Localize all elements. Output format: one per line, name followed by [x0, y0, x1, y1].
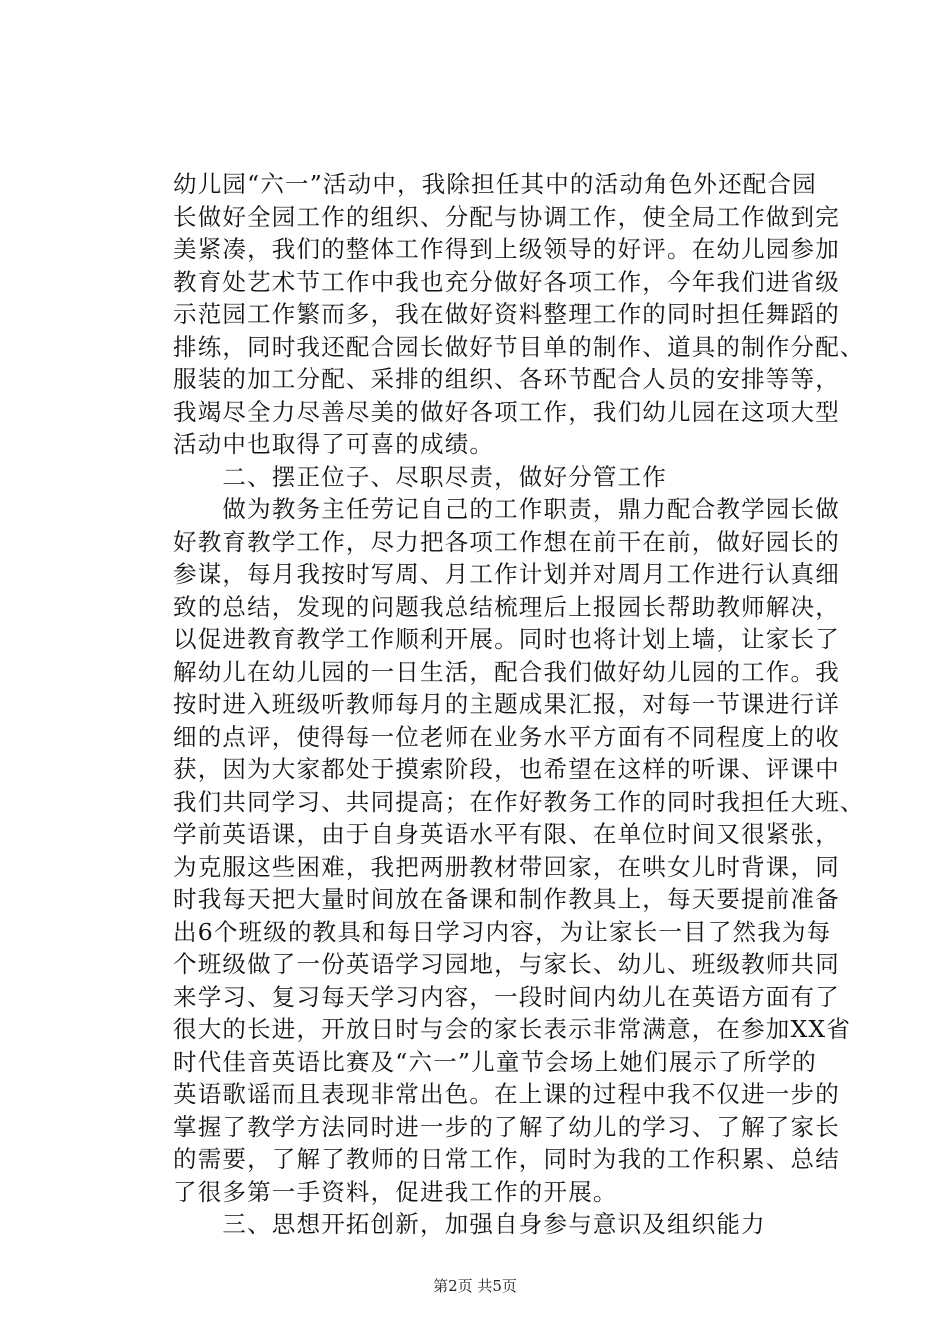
- text-line: 美紧凑，我们的整体工作得到上级领导的好评。在幼儿园参加: [173, 235, 840, 263]
- text-line: 英语歌谣而且表现非常出色。在上课的过程中我不仅进一步的: [173, 1080, 840, 1108]
- text-line: 获，因为大家都处于摸索阶段，也希望在这样的听课、评课中: [173, 755, 840, 783]
- section-heading-2: 二、摆正位子、尽职尽责，做好分管工作: [173, 462, 667, 491]
- text-line: 学前英语课，由于自身英语水平有限、在单位时间又很紧张，: [173, 820, 840, 848]
- text-line: 做为教务主任劳记自己的工作职责，鼎力配合教学园长做: [173, 495, 840, 523]
- text-line: 来学习、复习每天学习内容，一段时间内幼儿在英语方面有了: [173, 982, 840, 1011]
- text-line: 按时进入班级听教师每月的主题成果汇报，对每一节课进行详: [173, 690, 840, 718]
- text-line: 掌握了教学方法同时进一步的了解了幼儿的学习、了解了家长: [173, 1112, 840, 1141]
- text-line: 致的总结，发现的问题我总结梳理后上报园长帮助教师解决，: [173, 592, 840, 621]
- text-line: 时我每天把大量时间放在备课和制作教具上，每天要提前准备: [173, 885, 840, 913]
- text-line: 了很多第一手资料，促进我工作的开展。: [173, 1177, 618, 1206]
- text-line: 很大的长进，开放日时与会的家长表示非常满意，在参加XX省: [173, 1015, 852, 1043]
- text-line: 示范园工作繁而多，我在做好资料整理工作的同时担任舞蹈的: [173, 300, 840, 328]
- text-line: 的需要，了解了教师的日常工作，同时为我的工作积累、总结: [173, 1145, 840, 1173]
- text-line: 时代佳音英语比赛及“六一”儿童节会场上她们展示了所学的: [173, 1047, 817, 1076]
- text-line: 活动中也取得了可喜的成绩。: [173, 430, 495, 458]
- text-line: 参谋，每月我按时写周、月工作计划并对周月工作进行认真细: [173, 560, 840, 588]
- text-line: 幼儿园“六一”活动中，我除担任其中的活动角色外还配合园: [173, 170, 817, 198]
- text-line: 我竭尽全力尽善尽美的做好各项工作，我们幼儿园在这项大型: [173, 397, 840, 426]
- text-line: 解幼儿在幼儿园的一日生活，配合我们做好幼儿园的工作。我: [173, 657, 840, 686]
- page-number-footer: 第2页 共5页: [433, 1277, 517, 1295]
- document-body: [173, 168, 865, 1241]
- section-heading-3: 三、思想开拓创新，加强自身参与意识及组织能力: [173, 1210, 766, 1238]
- text-line: 个班级做了一份英语学习园地，与家长、幼儿、班级教师共同: [173, 950, 840, 978]
- text-line: 长做好全园工作的组织、分配与协调工作，使全局工作做到完: [173, 202, 840, 231]
- text-line: 为克服这些困难，我把两册教材带回家，在哄女儿时背课，同: [173, 852, 840, 881]
- text-line: 服装的加工分配、采排的组织、各环节配合人员的安排等等，: [173, 365, 840, 393]
- text-line: 我们共同学习、共同提高；在作好教务工作的同时我担任大班、: [173, 787, 865, 816]
- text-line: 以促进教育教学工作顺利开展。同时也将计划上墙，让家长了: [173, 625, 840, 653]
- text-line: 出6个班级的教具和每日学习内容，为让家长一目了然我为每: [173, 917, 832, 946]
- text-line: 排练，同时我还配合园长做好节目单的制作、道具的制作分配、: [173, 332, 865, 361]
- text-line: 教育处艺术节工作中我也充分做好各项工作，今年我们进省级: [173, 267, 840, 296]
- text-line: 好教育教学工作，尽力把各项工作想在前干在前，做好园长的: [173, 527, 840, 556]
- text-line: 细的点评，使得每一位老师在业务水平方面有不同程度上的收: [173, 722, 840, 751]
